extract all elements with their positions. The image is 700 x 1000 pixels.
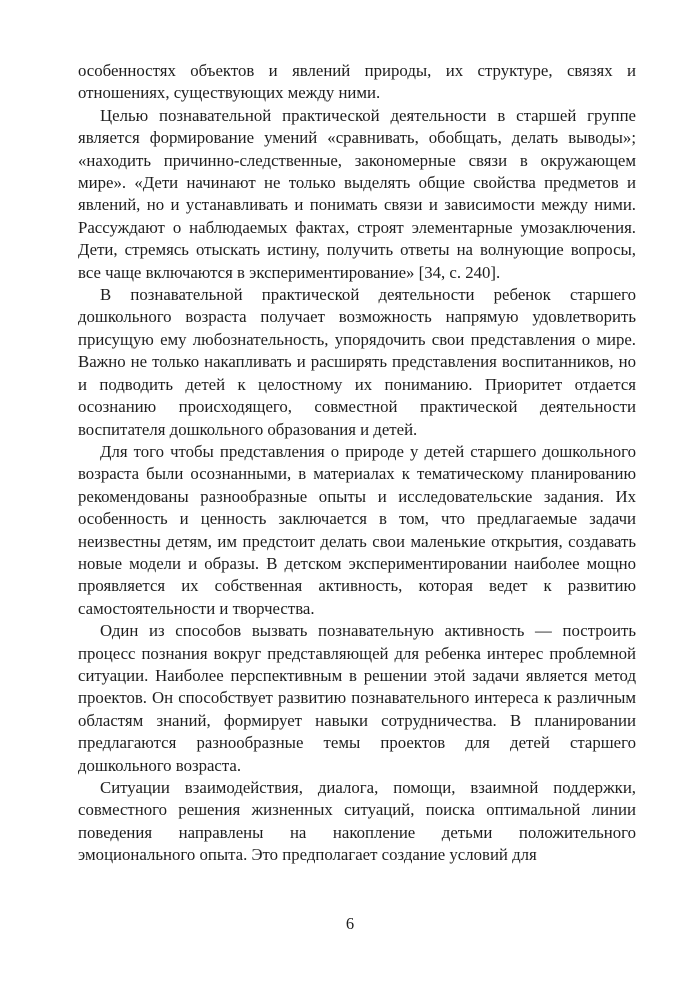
page-number: 6 bbox=[345, 914, 355, 933]
paragraph: Один из способов вызвать познавательную активность — построить процесс познания вокруг представляющей для ребенка интерес проблемной ситуации. Наиболее перспективным в решении этой задачи является метод проектов. Он способствует развитию познавательного интереса к различным областям знаний, формирует навыки сотрудничества. В планировании предлагаются разнообразные темы проектов для детей старшего дошкольного возраста. bbox=[78, 621, 636, 775]
paragraph: В познавательной практической деятельности ребенок старшего дошкольного возраста получает возможность напрямую удовлетворить присущую ему любознательность, упорядочить свои представления о мире. Важно не только накапливать и расширять представления воспитанников, но и подводить детей к целостному их пониманию. Приоритет отдается осознанию происходящего, совместной практической деятельности воспитателя дошкольного образования и детей. bbox=[78, 285, 636, 439]
paragraph: Целью познавательной практической деятельности в старшей группе является формирование умений «сравнивать, обобщать, делать выводы»; «находить причинно-следственные, закономерные связи в окружающем мире». «Дети начинают не только выделять общие свойства предметов и явлений, но и устанавливать и понимать связи и зависимости между ними. Рассуждают о наблюдаемых фактах, строят элементарные умозаключения. Дети, стремясь отыскать истину, получить ответы на волнующие вопросы, все чаще включаются в экспериментирование» [34, с. 240]. bbox=[78, 105, 636, 282]
paragraph: Ситуации взаимодействия, диалога, помощи, взаимной поддержки, совместного решения жизненных ситуаций, поиска оптимальной линии поведения направлены на накопление детьми положительного эмоционального опыта. Это предполагает создание условий для bbox=[78, 778, 636, 865]
page-text bbox=[78, 60, 636, 867]
paragraph: особенностях объектов и явлений природы, их структуре, связях и отношениях, существующих между ними. bbox=[78, 61, 636, 103]
paragraph: Для того чтобы представления о природе у детей старшего дошкольного возраста были осознанными, в материалах к тематическому планированию рекомендованы разнообразные опыты и исследовательские задания. Их особенность и ценность заключается в том, что предлагаемые задачи неизвестны детям, им предстоит делать свои маленькие открытия, создавать новые модели и образы. В детском экспериментировании наиболее мощно проявляется их собственная активность, которая ведет к развитию самостоятельности и творчества. bbox=[78, 441, 636, 618]
